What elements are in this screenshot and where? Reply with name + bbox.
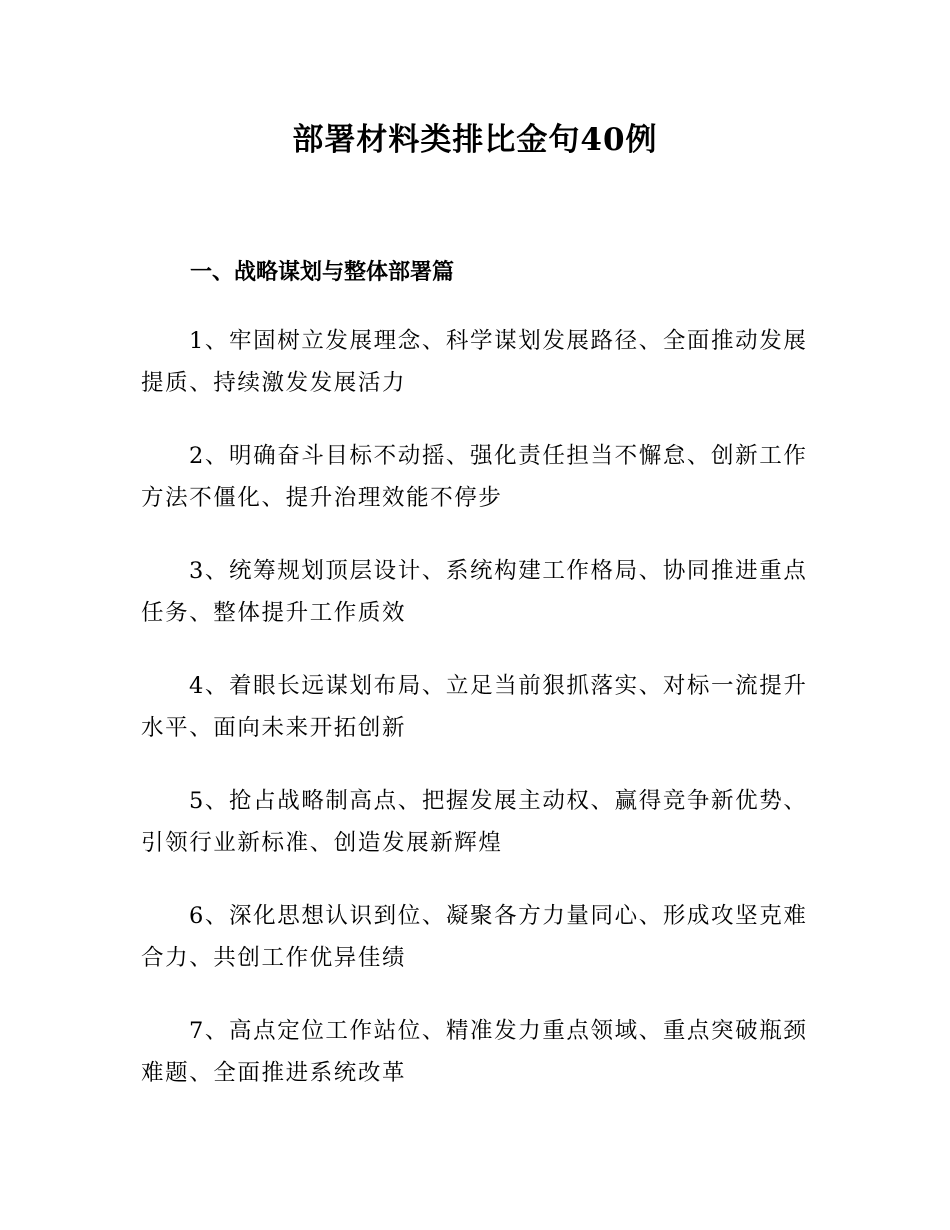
list-item: 2、明确奋斗目标不动摇、强化责任担当不懈怠、创新工作方法不僵化、提升治理效能不停步 xyxy=(141,443,808,511)
list-item: 3、统筹规划顶层设计、系统构建工作格局、协同推进重点任务、整体提升工作质效 xyxy=(141,558,808,626)
list-item: 5、抢占战略制高点、把握发展主动权、赢得竞争新优势、引领行业新标准、创造发展新辉煌 xyxy=(141,788,808,856)
phrase-list xyxy=(141,320,816,1125)
list-item: 6、深化思想认识到位、凝聚各方力量同心、形成攻坚克难合力、共创工作优异佳绩 xyxy=(141,903,808,971)
list-item: 1、牢固树立发展理念、科学谋划发展路径、全面推动发展提质、持续激发发展活力 xyxy=(141,328,808,396)
list-item: 7、高点定位工作站位、精准发力重点领域、重点突破瓶颈难题、全面推进系统改革 xyxy=(141,1018,808,1086)
list-item: 4、着眼长远谋划布局、立足当前狠抓落实、对标一流提升水平、面向未来开拓创新 xyxy=(141,673,808,741)
document-title: 部署材料类排比金句40例 xyxy=(292,122,658,158)
section-heading: 一、战略谋划与整体部署篇 xyxy=(190,260,455,285)
